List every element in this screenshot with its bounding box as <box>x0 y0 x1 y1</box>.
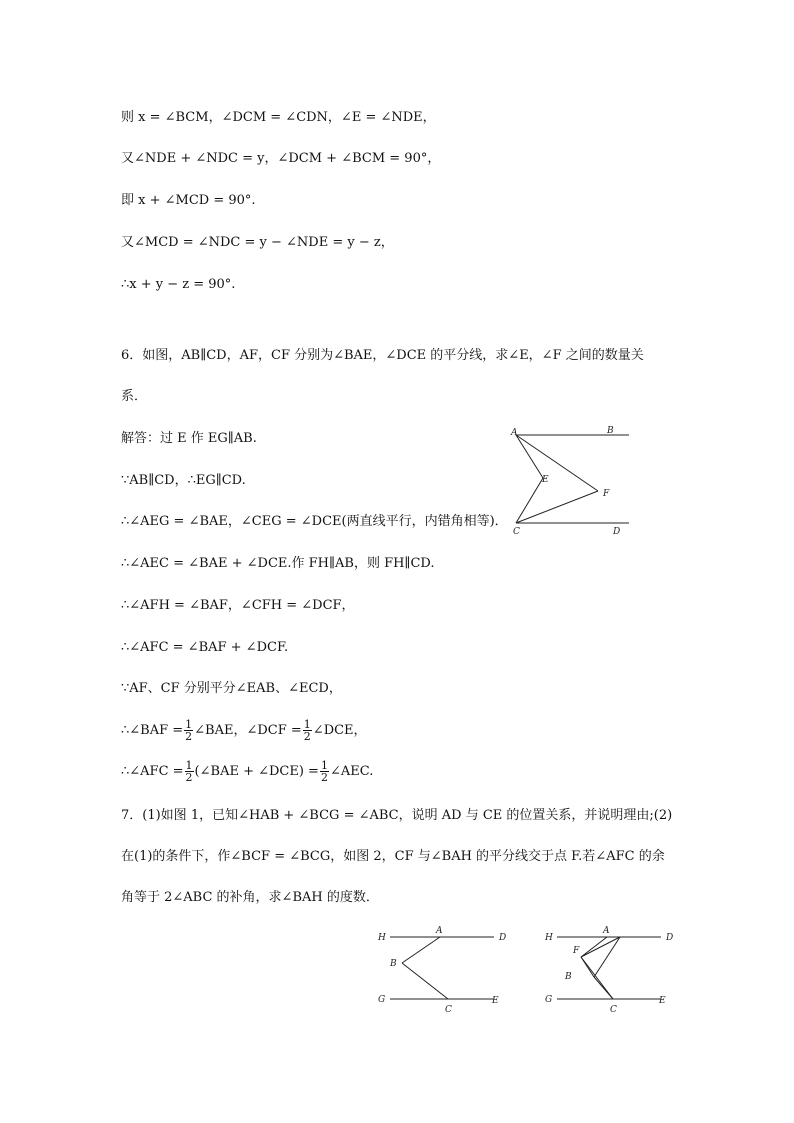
fraction-denominator: 2 <box>303 730 311 743</box>
fraction-numerator: 1 <box>320 759 328 772</box>
label-c: C <box>513 527 520 537</box>
solution5-line2: 又∠NDE + ∠NDC = y，∠DCM + ∠BCM = 90°， <box>121 151 441 166</box>
q6-solution-line2: ∵AB∥CD，∴EG∥CD. <box>121 473 246 488</box>
label-a: A <box>511 428 518 438</box>
solution5-line5: ∴x + y − z = 90°. <box>121 277 236 292</box>
fraction-numerator: 1 <box>303 718 311 731</box>
label-g: G <box>545 995 553 1005</box>
label-c: C <box>445 1005 452 1015</box>
segment-bc <box>594 977 613 999</box>
label-f: F <box>603 489 610 499</box>
q6-solution-line5: ∴∠AFH = ∠BAF，∠CFH = ∠DCF， <box>121 598 355 613</box>
label-g: G <box>378 995 386 1005</box>
q6-solution-line3: ∴∠AEG = ∠BAE，∠CEG = ∠DCE(两直线平行，内错角相等)． <box>121 514 508 529</box>
q6-statement-line2: 系． <box>121 389 148 404</box>
fraction-numerator: 1 <box>185 718 193 731</box>
fraction-one-half <box>185 760 194 783</box>
q7-statement-line1: 7．(1)如图 1，已知∠HAB + ∠BCG = ∠ABC，说明 AD 与 CE 的位置关系，并说明理由;(2) <box>121 808 673 823</box>
label-f: F <box>573 946 580 956</box>
q6-sol9-part2: (∠BAE + ∠DCE) = <box>194 764 319 779</box>
q6-sol9-part1: ∴∠AFC = <box>121 764 184 779</box>
q6-solution-line6: ∴∠AFC = ∠BAF + ∠DCF. <box>121 640 289 655</box>
label-h: H <box>545 933 553 943</box>
label-d: D <box>613 527 621 537</box>
fraction-denominator: 2 <box>185 771 193 784</box>
q6-solution-line9 <box>121 760 373 783</box>
label-b: B <box>565 972 572 982</box>
q7-figure1 <box>370 922 515 1017</box>
q6-sol8-part2: ∠BAE，∠DCF = <box>194 723 302 738</box>
label-a: A <box>436 926 443 936</box>
label-b: B <box>607 426 614 436</box>
segment-bc <box>402 963 448 999</box>
label-h: H <box>378 933 386 943</box>
q6-sol8-part3: ∠DCE， <box>312 723 367 738</box>
q6-solution-line4: ∴∠AEC = ∠BAE + ∠DCE.作 FH∥AB，则 FH∥CD. <box>121 556 435 571</box>
segment-ab <box>594 937 620 977</box>
segment-ae <box>516 435 543 478</box>
segment-fc <box>516 491 598 523</box>
fraction-one-half <box>320 760 329 783</box>
fraction-denominator: 2 <box>320 771 328 784</box>
fraction-one-half <box>184 719 193 742</box>
label-e: E <box>542 475 549 485</box>
label-d: D <box>499 933 507 943</box>
label-d: D <box>666 933 674 943</box>
segment-af <box>516 435 598 491</box>
q6-solution-line1: 解答：过 E 作 EG∥AB. <box>121 431 257 446</box>
label-e: E <box>659 996 666 1006</box>
segment-f-to-b <box>581 957 594 977</box>
segment-a-to-f <box>581 937 607 957</box>
q6-statement-line1: 6．如图，AB∥CD，AF，CF 分别为∠BAE，∠DCE 的平分线，求∠E，∠F 之间的数量关 <box>121 348 644 363</box>
q6-sol9-part3: ∠AEC. <box>329 764 374 779</box>
solution5-line3: 即 x + ∠MCD = 90°. <box>121 193 256 208</box>
segment-ab <box>402 937 440 963</box>
solution5-line1: 则 x = ∠BCM，∠DCM = ∠CDN，∠E = ∠NDE， <box>121 110 436 125</box>
q6-sol8-part1: ∴∠BAF = <box>121 723 184 738</box>
solution5-line4: 又∠MCD = ∠NDC = y − ∠NDE = y − z， <box>121 235 394 250</box>
fraction-denominator: 2 <box>185 730 193 743</box>
fraction-numerator: 1 <box>185 759 193 772</box>
label-c: C <box>610 1005 617 1015</box>
q6-solution-line7: ∵AF、CF 分别平分∠EAB、∠ECD， <box>121 681 342 696</box>
label-b: B <box>390 959 397 969</box>
q7-statement-line3: 角等于 2∠ABC 的补角，求∠BAH 的度数． <box>121 890 379 905</box>
segment-ec <box>516 478 543 523</box>
q7-figure2 <box>537 922 682 1017</box>
fraction-one-half <box>303 719 312 742</box>
label-e: E <box>492 996 499 1006</box>
q7-statement-line2: 在(1)的条件下，作∠BCF = ∠BCG，如图 2，CF 与∠BAH 的平分线交于点 F.若∠AFC 的余 <box>121 849 665 864</box>
q6-solution-line8 <box>121 719 367 742</box>
label-a: A <box>603 926 610 936</box>
q6-figure <box>505 422 640 540</box>
segment-a-to-b <box>581 937 620 957</box>
